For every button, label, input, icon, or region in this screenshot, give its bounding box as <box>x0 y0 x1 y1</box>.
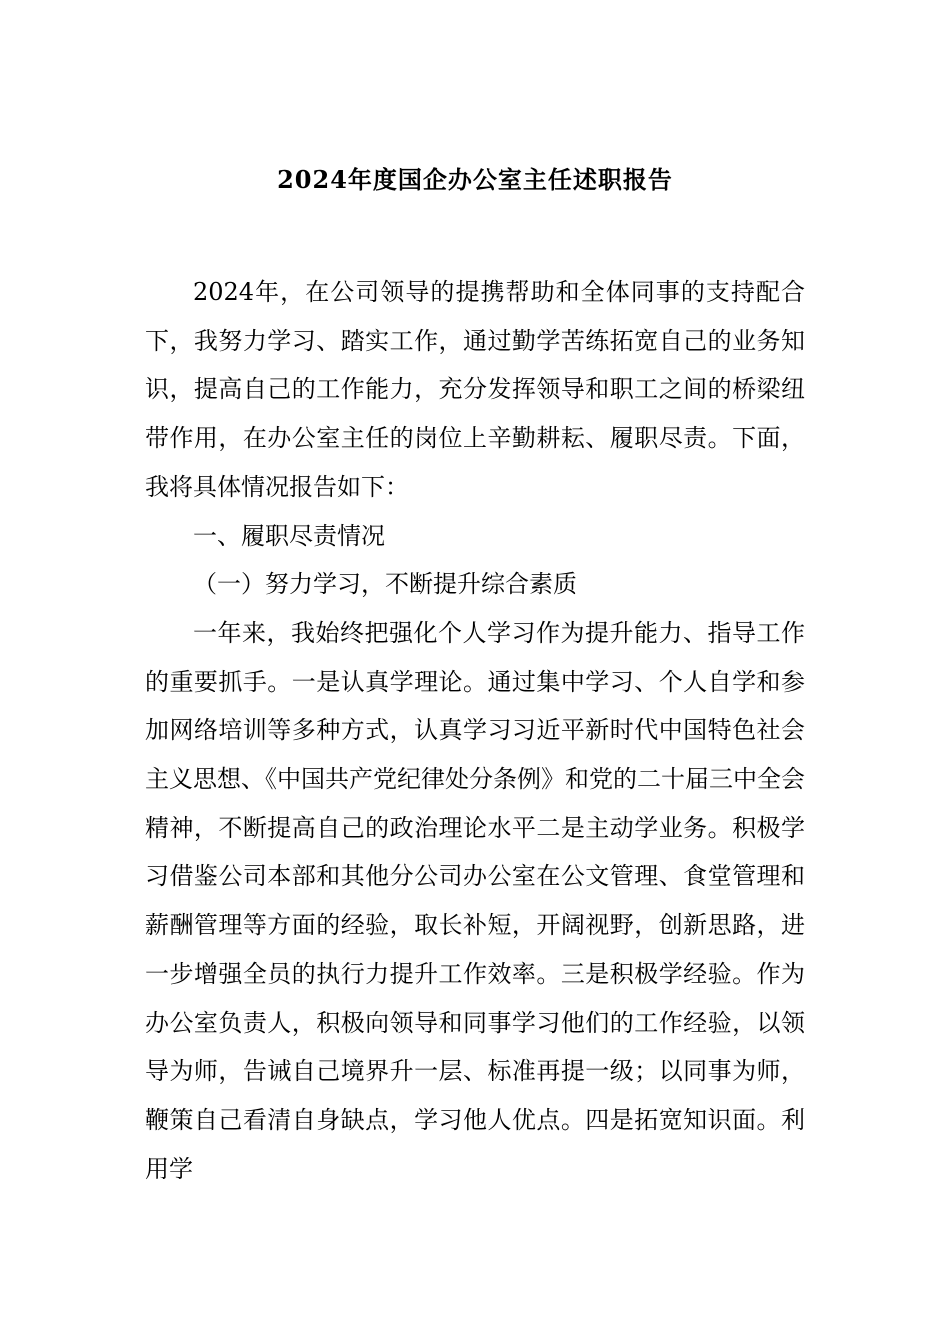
subsection-heading: （一）努力学习，不断提升综合素质 <box>193 570 577 599</box>
document-body <box>145 268 805 1193</box>
document-title: 2024年度国企办公室主任述职报告 <box>277 165 673 194</box>
section-heading: 一、履职尽责情况 <box>193 521 385 550</box>
paragraph-study: 一年来，我始终把强化个人学习作为提升能力、指导工作的重要抓手。一是认真学理论。通过集中学习、个人自学和参加网络培训等多种方式，认真学习习近平新时代中国特色社会主义思想、《中国共产党纪律处分条例》和党的二十届三中全会精神，不断提高自己的政治理论水平二是主动学业务。积极学习借鉴公司本部和其他分公司办公室在公文管理、食堂管理和薪酬管理等方面的经验，取长补短，开阔视野，创新思路，进一步增强全员的执行力提升工作效率。三是积极学经验。作为办公室负责人，积极向领导和同事学习他们的工作经验，以领导为师，告诫自己境界升一层、标准再提一级；以同事为师，鞭策自己看清自身缺点，学习他人优点。四是拓宽知识面。利用学 <box>145 618 805 1183</box>
paragraph-intro: 2024年，在公司领导的提携帮助和全体同事的支持配合下，我努力学习、踏实工作，通过勤学苦练拓宽自己的业务知识，提高自己的工作能力，充分发挥领导和职工之间的桥梁纽带作用，在办公室主任的岗位上辛勤耕耘、履职尽责。下面，我将具体情况报告如下： <box>145 278 805 501</box>
